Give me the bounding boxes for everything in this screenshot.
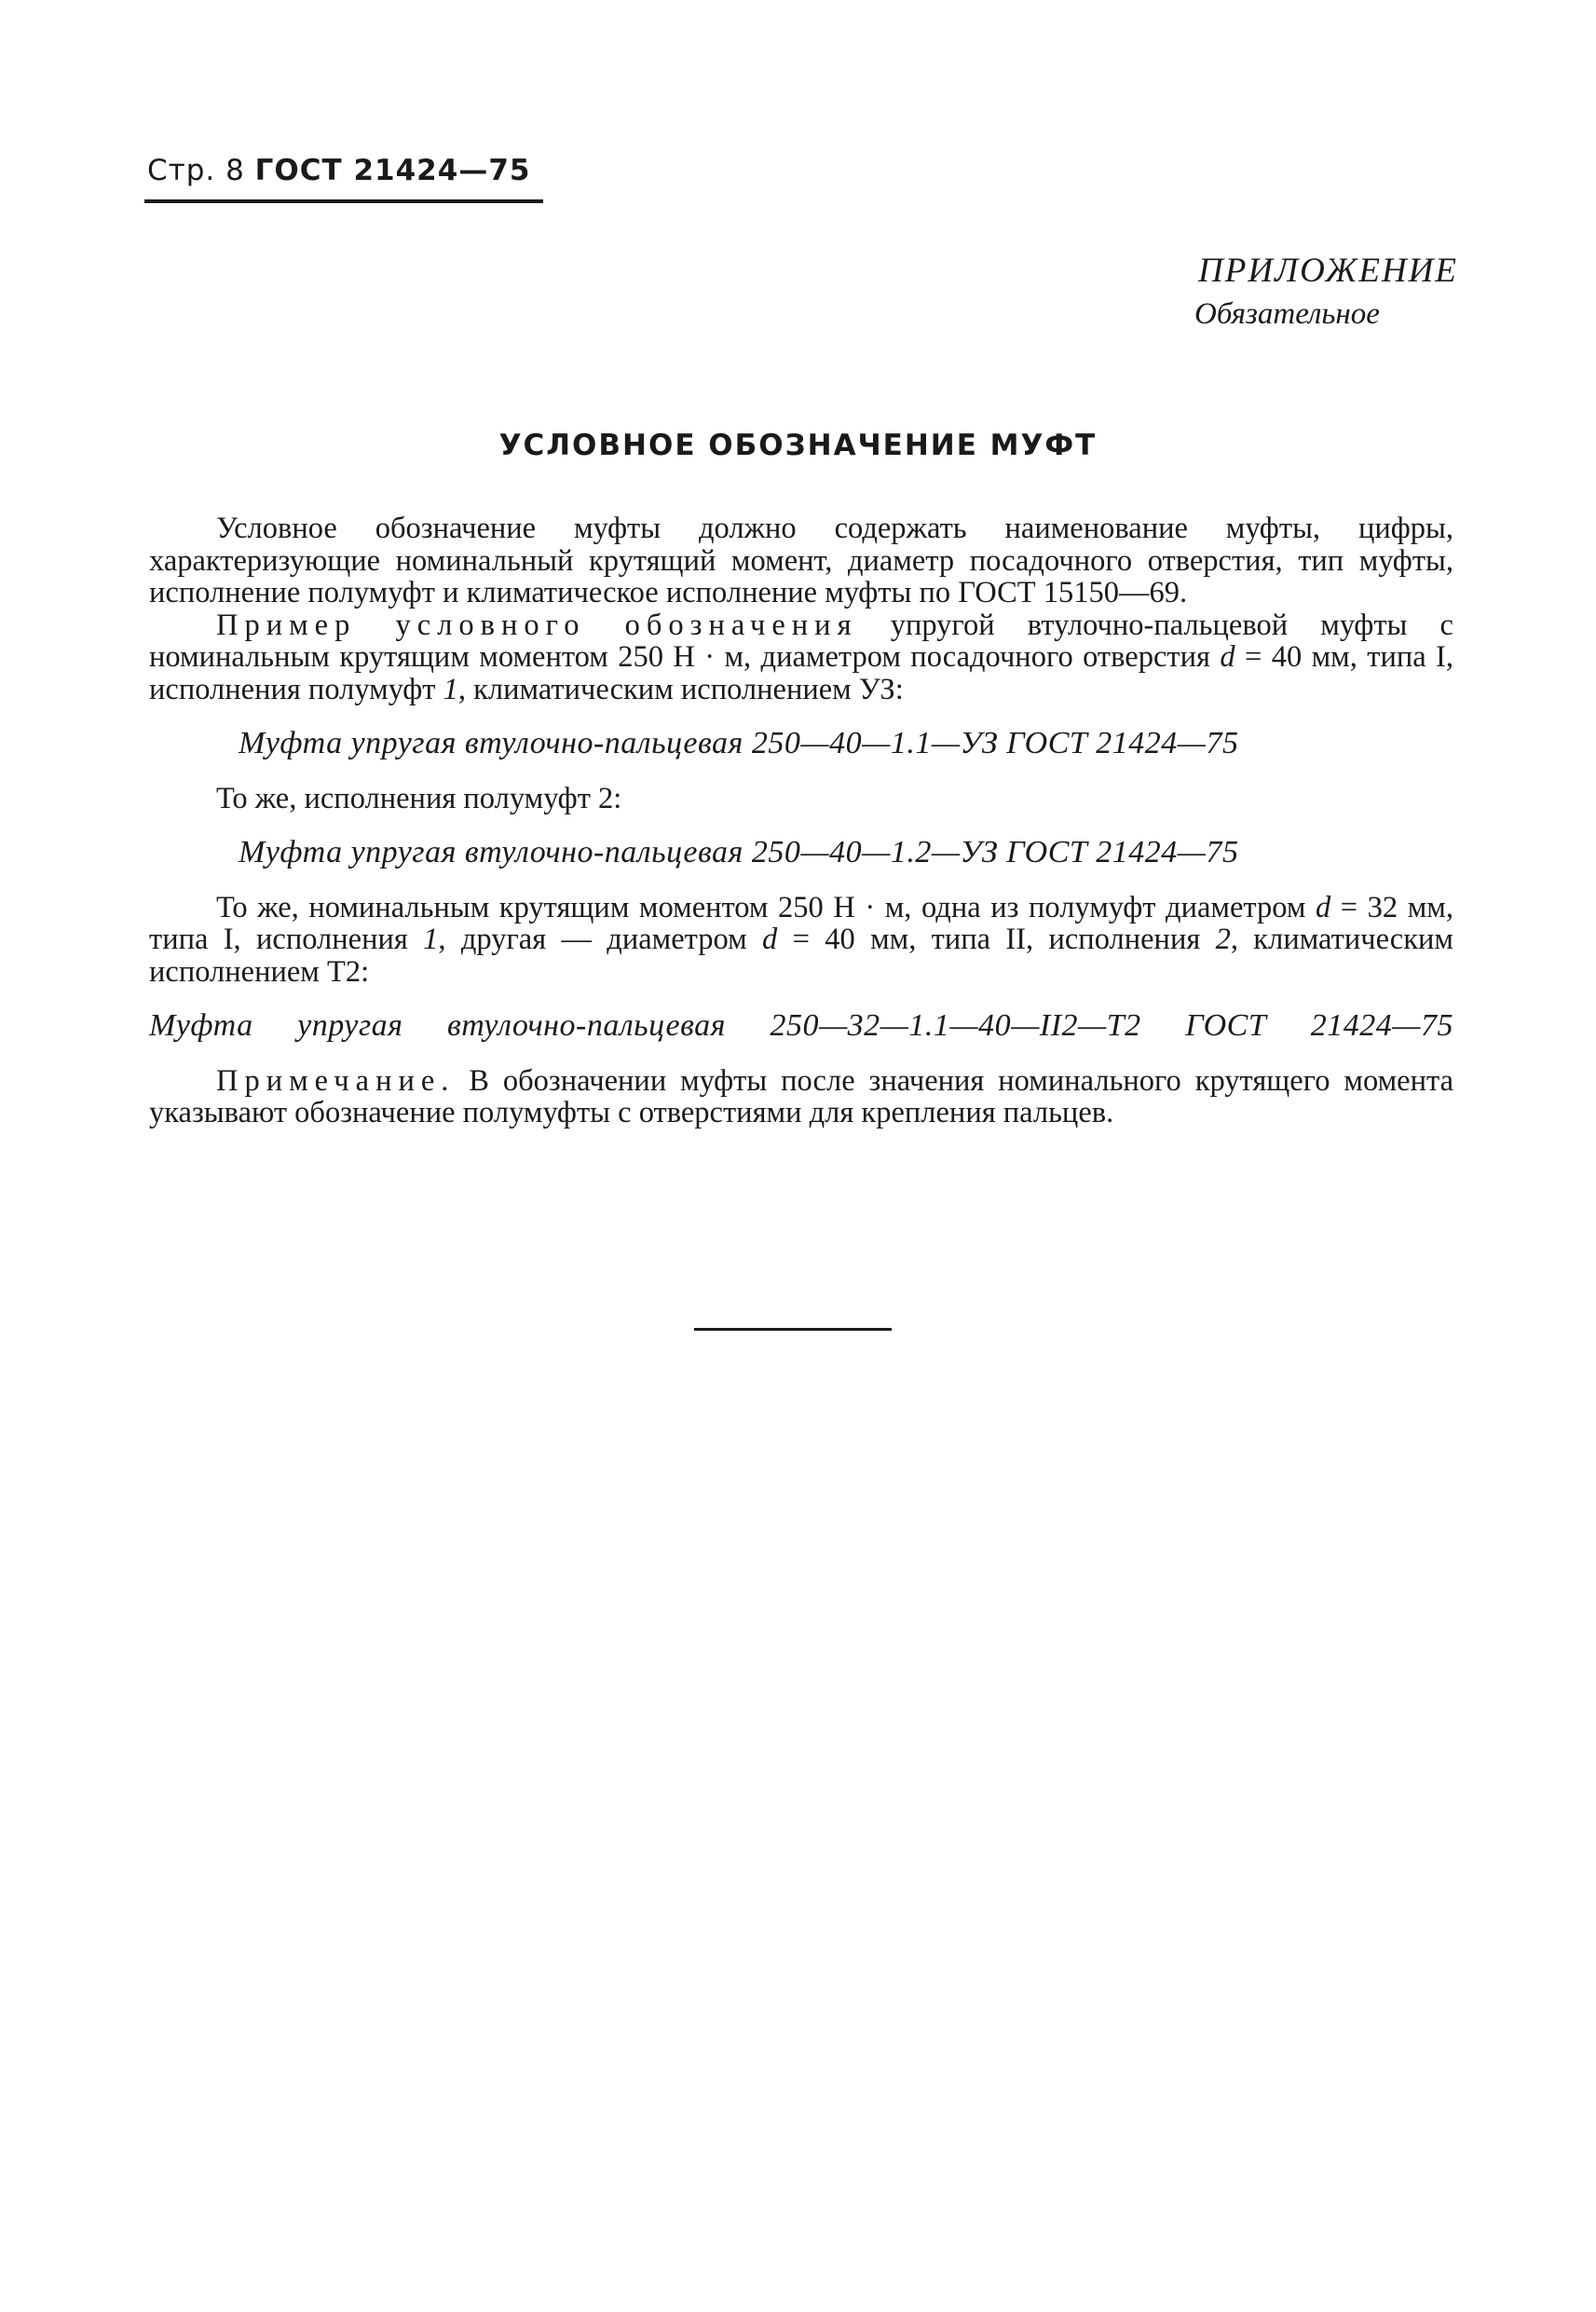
- designation-example-1: Муфта упругая втулочно-пальцевая 250—40—1.1—УЗ ГОСТ 21424—75: [239, 726, 1239, 760]
- paragraph-example: Пример условного обозначения упругой втулочно-пальцевой муфты с номинальным крутящим моментом 250 Н · м, диаметром посадочного отверстия d = 40 мм, типа I, исполнения полумуфт 1, климатическим исполнением УЗ:: [149, 608, 1453, 706]
- document-body: [149, 513, 1453, 1129]
- appendix-block: [1194, 250, 1458, 335]
- note-body: В обозначении муфты после значения номинального крутящего момента указывают обозначение полумуфты с отверстиями для крепления пальцев.: [149, 1063, 1453, 1129]
- page-number: Стр. 8: [147, 154, 255, 187]
- standard-code: ГОСТ 21424—75: [254, 154, 531, 187]
- note-lead: Примечание.: [216, 1063, 456, 1098]
- designation-example-3: Муфта упругая втулочно-пальцевая 250—32—1.1—40—II2—Т2 ГОСТ 21424—75: [149, 1008, 1453, 1043]
- appendix-label: ПРИЛОЖЕНИЕ: [1198, 252, 1458, 290]
- note-paragraph: [149, 1065, 1453, 1129]
- end-rule: [694, 1328, 892, 1331]
- designation-example-2: Муфта упругая втулочно-пальцевая 250—40—1.2—УЗ ГОСТ 21424—75: [239, 835, 1239, 869]
- header-rule: [144, 199, 543, 203]
- paragraph-variant-3: То же, номинальным крутящим моментом 250 Н · м, одна из полумуфт диаметром d = 32 мм, типа I, исполнения 1, другая — диаметром d = 40 мм, типа II, исполнения 2, климатическим исполнением Т2:: [149, 890, 1453, 989]
- page-header: [147, 154, 530, 187]
- example-lead: Пример условного обозначения: [216, 608, 858, 642]
- paragraph-variant-2: То же, исполнения полумуфт 2:: [216, 781, 622, 815]
- appendix-status: Обязательное: [1194, 297, 1380, 331]
- section-title: УСЛОВНОЕ ОБОЗНАЧЕНИЕ МУФТ: [498, 429, 1098, 462]
- paragraph-definition: Условное обозначение муфты должно содержать наименование муфты, цифры, характеризующие номинальный крутящий момент, диаметр посадочного отверстия, тип муфты, исполнение полумуфт и климатическое исполнение муфты по ГОСТ 15150—69.: [149, 512, 1453, 609]
